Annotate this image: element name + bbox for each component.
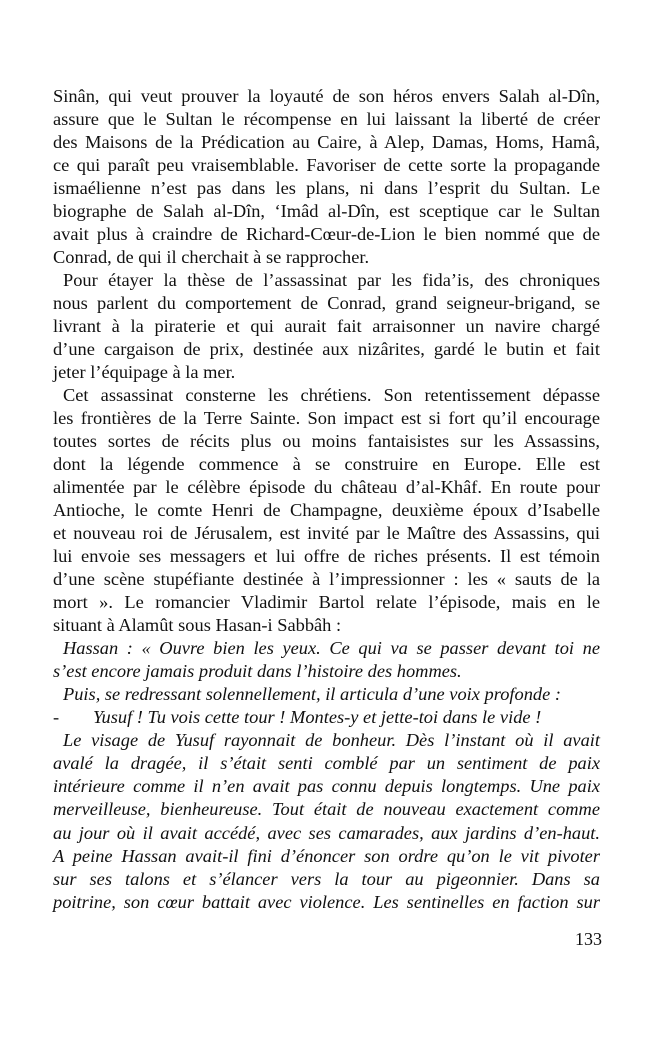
text-line: jeter l’équipage à la mer. — [53, 362, 236, 383]
text-line: livrant à la piraterie et qui aurait fait arraisonner un navire chargé — [53, 316, 600, 337]
dialogue-dash: - — [53, 707, 60, 728]
text-line: alimentée par le célèbre épisode du château d’al-Khâf. En route pour — [53, 477, 600, 498]
text-line: Pour étayer la thèse de l’assassinat par les fida’is, des chroniques — [63, 270, 600, 291]
text-line: et nouveau roi de Jérusalem, est invité par le Maître des Assassins, qui — [53, 523, 600, 544]
text-line: lui envoie ses messagers et lui offre de riches présents. Il est témoin — [53, 546, 600, 567]
quote-line: au jour où il avait accédé, avec ses camarades, aux jardins d’en-haut. — [53, 822, 600, 843]
quote-dialogue-line — [53, 706, 600, 729]
text-line: toutes sortes de récits plus ou moins fantaisistes sur les Assassins, — [53, 431, 600, 452]
text-line: Cet assassinat consterne les chrétiens. Son retentissement dépasse — [63, 385, 600, 406]
quote-line: merveilleuse, bienheureuse. Tout était de nouveau exactement comme — [53, 799, 600, 820]
text-line: d’une scène stupéfiante destinée à l’impressionner : les « sauts de la — [53, 569, 600, 590]
quote-line: avalé la dragée, il s’était senti comblé par un sentiment de paix — [53, 753, 600, 774]
page-number: 133 — [575, 929, 602, 949]
text-line: situant à Alamût sous Hasan-i Sabbâh : — [53, 615, 342, 636]
quote-line: poitrine, son cœur battait avec violence. Les sentinelles en faction sur — [53, 891, 600, 912]
text-line: mort ». Le romancier Vladimir Bartol relate l’épisode, mais en le — [53, 592, 600, 613]
quote-line: s’est encore jamais produit dans l’histoire des hommes. — [53, 661, 462, 682]
text-line: ismaélienne n’est pas dans les plans, ni dans l’esprit du Sultan. Le — [53, 178, 600, 199]
text-line: des Maisons de la Prédication au Caire, à Alep, Damas, Homs, Hamâ, — [53, 132, 600, 153]
text-line: Sinân, qui veut prouver la loyauté de son héros envers Salah al-Dîn, — [53, 86, 600, 106]
quote-line: A peine Hassan avait-il fini d’énoncer son ordre qu’on le vit pivoter — [53, 845, 600, 866]
text-line: ce qui paraît peu vraisemblable. Favoriser de cette sorte la propagande — [53, 155, 600, 176]
dialogue-text: Yusuf ! Tu vois cette tour ! Montes-y et jette-toi dans le vide ! — [93, 707, 542, 728]
text-line: nous parlent du comportement de Conrad, grand seigneur-brigand, se — [53, 293, 600, 314]
text-line: biographe de Salah al-Dîn, ‘Imâd al-Dîn, est sceptique car le Sultan — [53, 201, 600, 222]
text-line: assure que le Sultan le récompense en lui laissant la liberté de créer — [53, 109, 600, 130]
text-line: Conrad, de qui il cherchait à se rapprocher. — [53, 247, 370, 268]
quote-line: intérieure comme il n’en avait pas connu depuis longtemps. Une paix — [53, 776, 600, 797]
text-line: les frontières de la Terre Sainte. Son impact est si fort qu’il encourage — [53, 408, 600, 429]
quote-line: sur ses talons et s’élancer vers la tour au pigeonnier. Dans sa — [53, 868, 600, 889]
quote-line: Le visage de Yusuf rayonnait de bonheur. Dès l’instant où il avait — [63, 730, 600, 751]
quote-line: Hassan : « Ouvre bien les yeux. Ce qui va se passer devant toi ne — [63, 638, 600, 659]
text-line: dont la légende commence à se construire en Europe. Elle est — [53, 454, 600, 475]
body-text — [53, 85, 600, 914]
text-line: Antioche, le comte Henri de Champagne, deuxième époux d’Isabelle — [53, 500, 600, 521]
text-line: d’une cargaison de prix, destinée aux nizârites, gardé le butin et fait — [53, 339, 600, 360]
text-line: avait plus à craindre de Richard-Cœur-de-Lion le bien nommé que de — [53, 224, 600, 245]
quote-line: Puis, se redressant solennellement, il articula d’une voix profonde : — [63, 684, 561, 705]
